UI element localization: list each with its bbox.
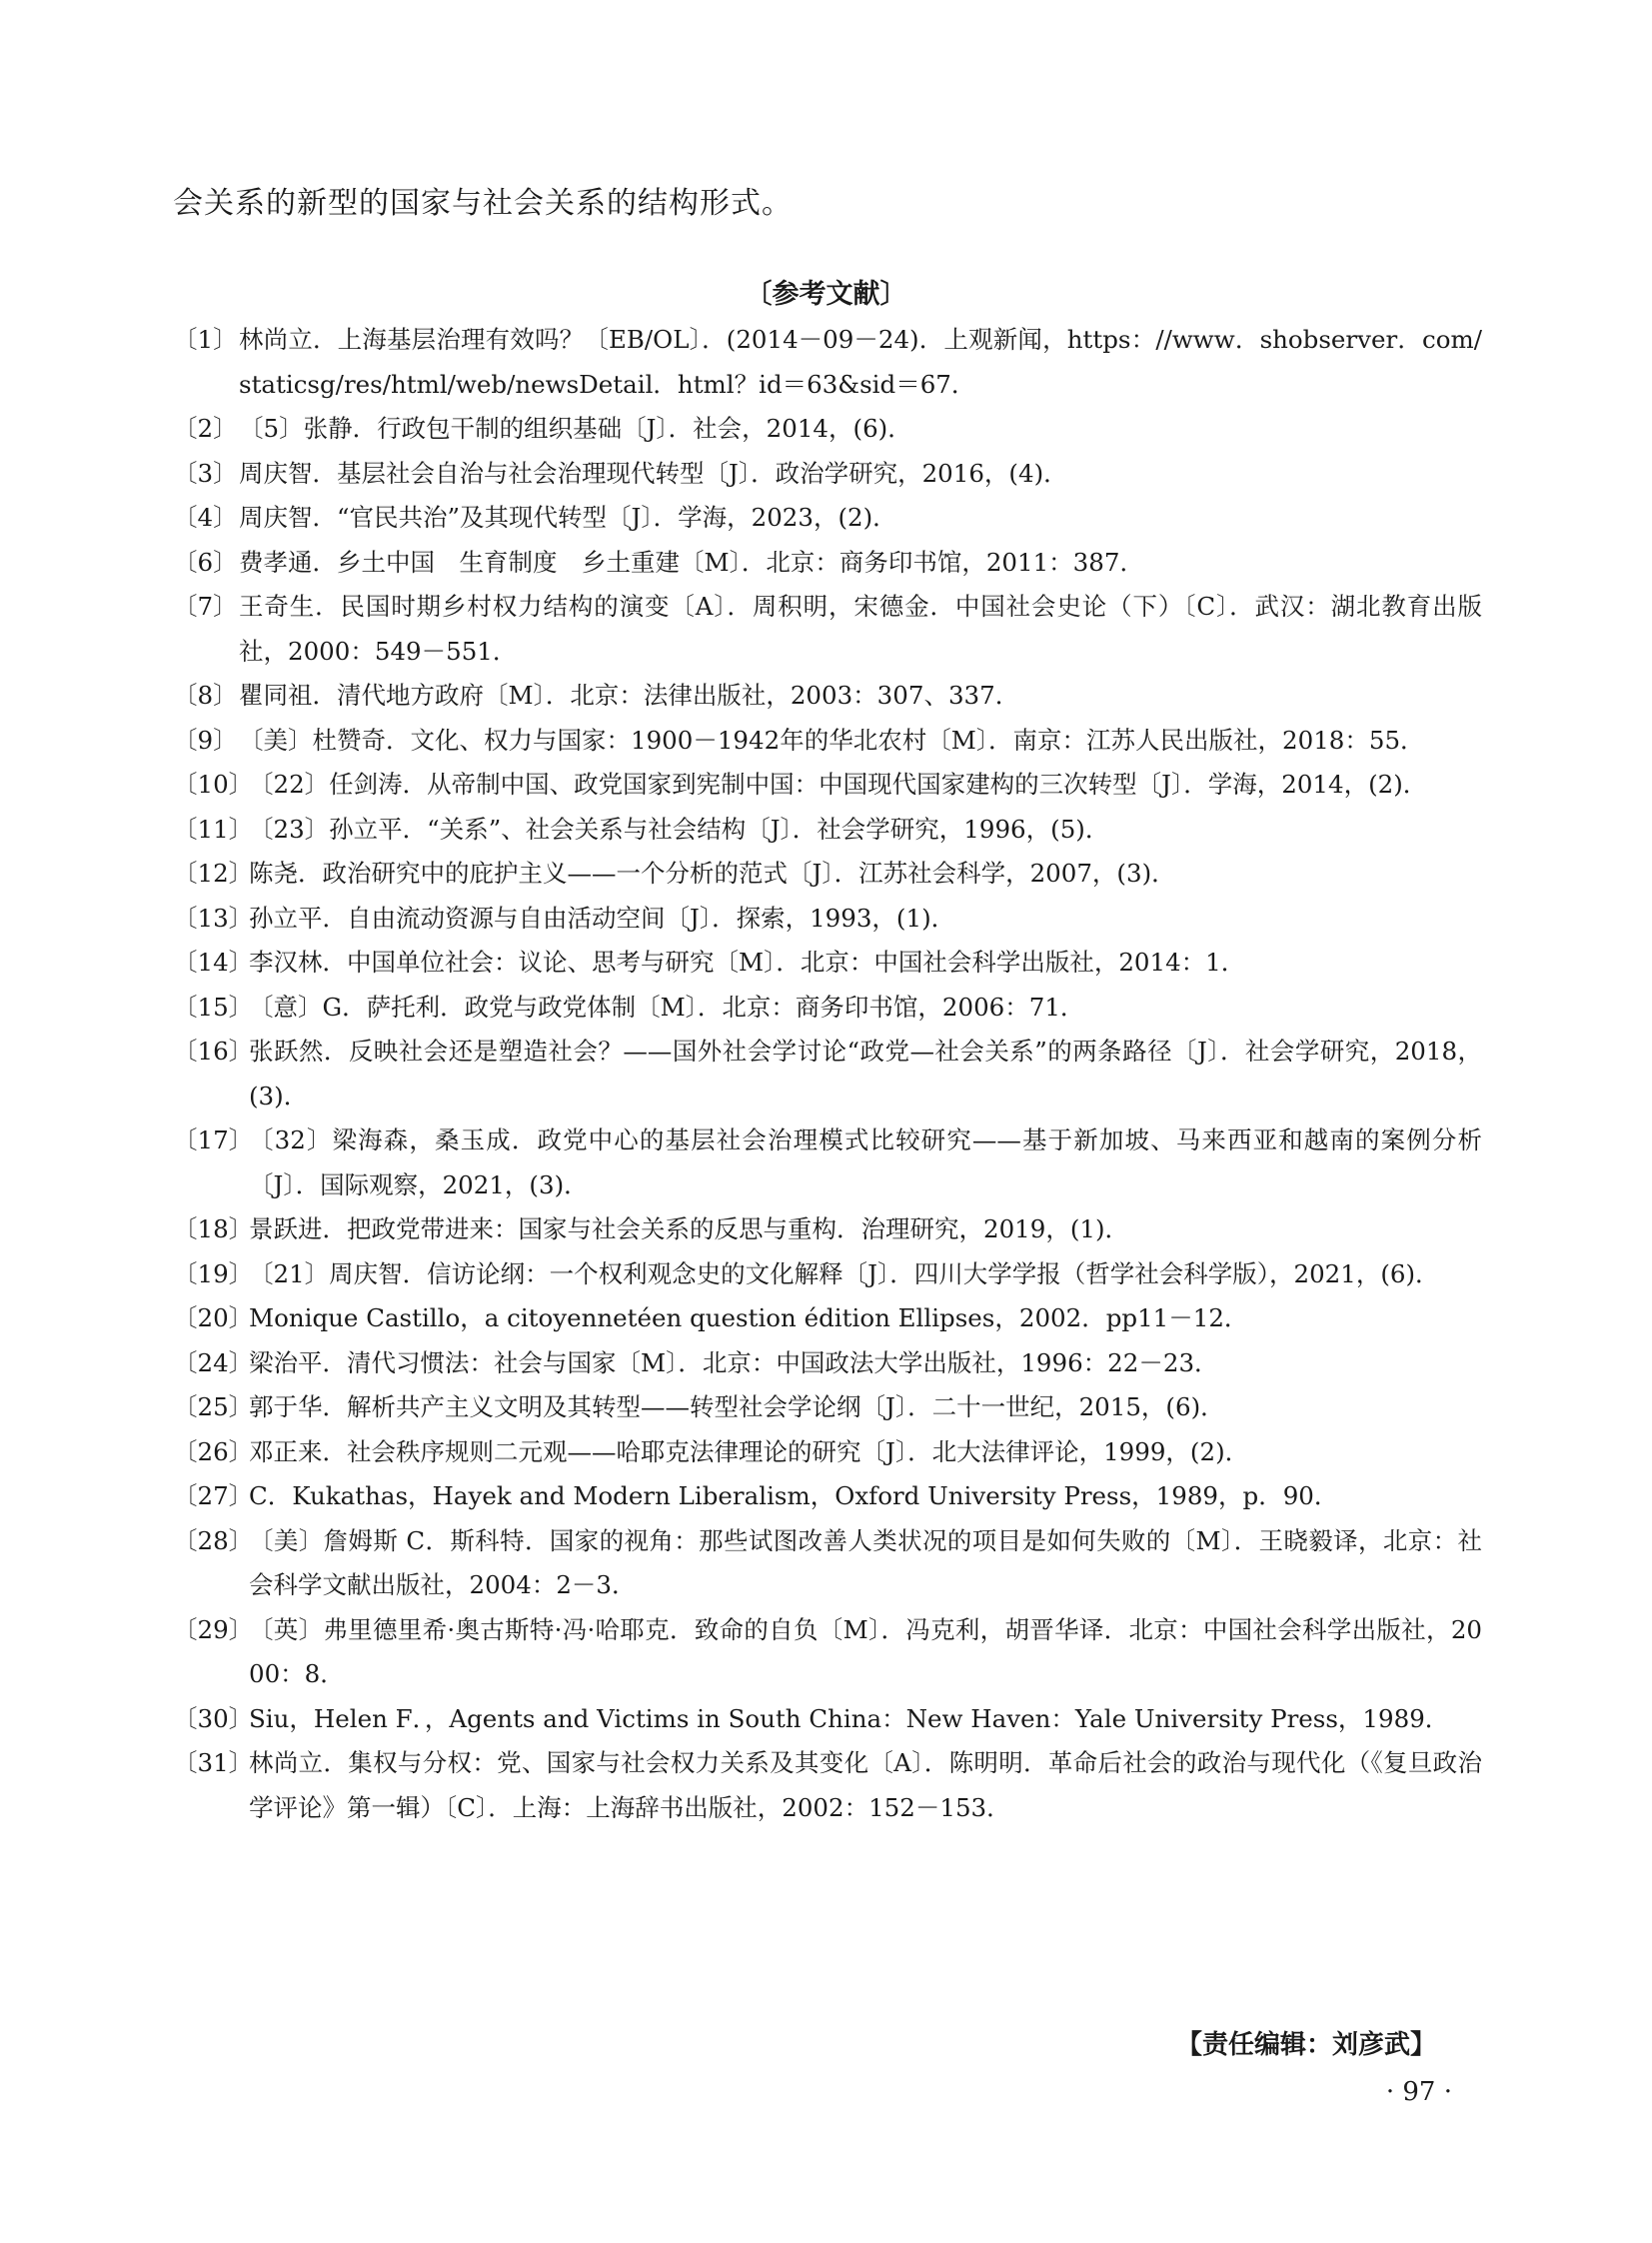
reference-number: 〔12〕 — [173, 859, 254, 888]
reference-text: 〔21〕周庆智．信访论纲：一个权利观念史的文化解释〔J〕．四川大学学报（哲学社会科学版），2021，(6)． — [249, 1258, 1440, 1288]
reference-number: 〔6〕 — [173, 547, 238, 577]
reference-item — [173, 1207, 1482, 1252]
reference-text: 郭于华．解析共产主义文明及其转型——转型社会学论纲〔J〕．二十一世纪，2015，(6)． — [249, 1392, 1225, 1421]
reference-text: 〔美〕詹姆斯 C．斯科特．国家的视角：那些试图改善人类状况的项目是如何失败的〔M〕．王晓毅译，北京：社会科学文献出版社，2004：2－3． — [249, 1525, 1482, 1599]
reference-text: 孙立平．自由流动资源与自由活动空间〔J〕．探索，1993，(1)． — [249, 903, 956, 933]
reference-text: 林尚立．上海基层治理有效吗？〔EB/OL〕．(2014－09－24)．上观新闻，https：//www．shobserver．com/staticsg/res/html/web/newsDetail．html？id＝63&sid＝67． — [239, 325, 1482, 399]
reference-item — [173, 1296, 1482, 1341]
reference-item — [173, 1519, 1482, 1608]
reference-number: 〔4〕 — [173, 503, 238, 532]
reference-text: 张跃然．反映社会还是塑造社会？——国外社会学讨论“政党—社会关系”的两条路径〔J〕．社会学研究，2018，(3)． — [249, 1037, 1482, 1111]
reference-text: 梁治平．清代习惯法：社会与国家〔M〕．北京：中国政法大学出版社，1996：22－23． — [249, 1347, 1219, 1377]
reference-text: 〔意〕G．萨托利．政党与政党体制〔M〕．北京：商务印书馆，2006：71． — [249, 992, 1085, 1022]
reference-text: 周庆智．基层社会自治与社会治理现代转型〔J〕．政治学研究，2016，(4)． — [239, 458, 1068, 488]
reference-number: 〔31〕 — [173, 1748, 254, 1777]
reference-number: 〔24〕 — [173, 1347, 254, 1377]
reference-number: 〔14〕 — [173, 948, 254, 977]
reference-text: 瞿同祖．清代地方政府〔M〕．北京：法律出版社，2003：307、337． — [239, 681, 1020, 710]
reference-text: 〔32〕梁海森，桑玉成．政党中心的基层社会治理模式比较研究——基于新加坡、马来西亚和越南的案例分析〔J〕．国际观察，2021，(3)． — [249, 1125, 1482, 1199]
reference-item — [173, 1697, 1482, 1742]
reference-item — [173, 1341, 1482, 1386]
reference-item — [173, 407, 1482, 452]
reference-number: 〔16〕 — [173, 1037, 254, 1066]
reference-item — [173, 1608, 1482, 1697]
reference-text: 〔美〕杜赞奇．文化、权力与国家：1900－1942年的华北农村〔M〕．南京：江苏人民出版社，2018：55． — [239, 725, 1425, 755]
reference-text: 邓正来．社会秩序规则二元观——哈耶克法律理论的研究〔J〕．北大法律评论，1999，(2)． — [249, 1436, 1250, 1466]
reference-text: 陈尧．政治研究中的庇护主义——一个分析的范式〔J〕．江苏社会科学，2007，(3)． — [249, 859, 1176, 888]
reference-number: 〔20〕 — [173, 1303, 254, 1332]
reference-number: 〔9〕 — [173, 725, 238, 755]
reference-number: 〔13〕 — [173, 903, 254, 933]
reference-text: 周庆智．“官民共治”及其现代转型〔J〕．学海，2023，(2)． — [239, 503, 897, 532]
reference-item — [173, 1030, 1482, 1119]
reference-item — [173, 1474, 1482, 1519]
reference-item — [173, 852, 1482, 897]
reference-number: 〔30〕 — [173, 1703, 254, 1733]
reference-number: 〔17〕 — [173, 1125, 254, 1154]
reference-text: 林尚立．集权与分权：党、国家与社会权力关系及其变化〔A〕．陈明明．革命后社会的政治与现代化（《复旦政治学评论》第一辑）〔C〕．上海：上海辞书出版社，2002：152－153． — [249, 1748, 1482, 1822]
reference-number: 〔19〕 — [173, 1258, 254, 1288]
reference-item — [173, 585, 1482, 674]
reference-text: 景跃进．把政党带进来：国家与社会关系的反思与重构．治理研究，2019，(1)． — [249, 1214, 1130, 1243]
reference-item — [173, 897, 1482, 942]
reference-item — [173, 1385, 1482, 1430]
reference-item — [173, 496, 1482, 541]
reference-item — [173, 719, 1482, 764]
reference-item — [173, 808, 1482, 853]
reference-number: 〔28〕 — [173, 1525, 254, 1555]
reference-number: 〔2〕 — [173, 414, 238, 443]
references-heading: 〔参考文献〕 — [745, 279, 907, 310]
reference-text: C．Kukathas，Hayek and Modern Liberalism，Oxford University Press，1989，p．90． — [249, 1481, 1339, 1510]
reference-text: 〔23〕孙立平．“关系”、社会关系与社会结构〔J〕．社会学研究，1996，(5)． — [249, 814, 1110, 844]
reference-number: 〔25〕 — [173, 1392, 254, 1421]
reference-number: 〔15〕 — [173, 992, 254, 1022]
reference-number: 〔27〕 — [173, 1481, 254, 1510]
reference-item — [173, 1430, 1482, 1475]
reference-item — [173, 986, 1482, 1031]
reference-text: 王奇生．民国时期乡村权力结构的演变〔A〕．周积明，宋德金．中国社会史论（下）〔C〕．武汉：湖北教育出版社，2000：549－551． — [239, 592, 1482, 666]
reference-item — [173, 318, 1482, 407]
reference-text: 费孝通．乡土中国 生育制度 乡土重建〔M〕．北京：商务印书馆，2011：387． — [239, 547, 1144, 577]
reference-text: 〔英〕弗里德里希·奥古斯特·冯·哈耶克．致命的自负〔M〕．冯克利，胡晋华译．北京：中国社会科学出版社，2000：8． — [249, 1614, 1482, 1688]
page-number: · 97 · — [1385, 2077, 1452, 2107]
reference-number: 〔11〕 — [173, 814, 254, 844]
reference-number: 〔18〕 — [173, 1214, 254, 1243]
reference-number: 〔29〕 — [173, 1614, 254, 1644]
reference-item — [173, 674, 1482, 719]
reference-text: 〔22〕任剑涛．从帝制中国、政党国家到宪制中国：中国现代国家建构的三次转型〔J〕．学海，2014，(2)． — [249, 770, 1428, 799]
reference-number: 〔8〕 — [173, 681, 238, 710]
reference-number: 〔10〕 — [173, 770, 254, 799]
reference-item — [173, 452, 1482, 497]
reference-item — [173, 1741, 1482, 1830]
reference-text: 李汉林．中国单位社会：议论、思考与研究〔M〕．北京：中国社会科学出版社，2014：1． — [249, 948, 1246, 977]
reference-text: Monique Castillo，a citoyennetéen question édition Ellipses，2002．pp11－12． — [249, 1303, 1249, 1332]
reference-list — [173, 318, 1482, 1830]
reference-item — [173, 541, 1482, 586]
reference-item — [173, 941, 1482, 986]
intro-line: 会关系的新型的国家与社会关系的结构形式。 — [173, 186, 793, 221]
reference-item — [173, 1252, 1482, 1297]
reference-text: Siu，Helen F．，Agents and Victims in South China：New Haven：Yale University Press，1989． — [249, 1703, 1450, 1733]
reference-item — [173, 1119, 1482, 1207]
reference-item — [173, 763, 1482, 808]
reference-text: 〔5〕张静．行政包干制的组织基础〔J〕．社会，2014，(6)． — [239, 414, 912, 443]
reference-number: 〔7〕 — [173, 592, 238, 621]
reference-number: 〔1〕 — [173, 325, 238, 354]
editor-note: 【责任编辑：刘彦武】 — [1175, 2030, 1436, 2060]
reference-number: 〔3〕 — [173, 458, 238, 488]
reference-number: 〔26〕 — [173, 1436, 254, 1466]
